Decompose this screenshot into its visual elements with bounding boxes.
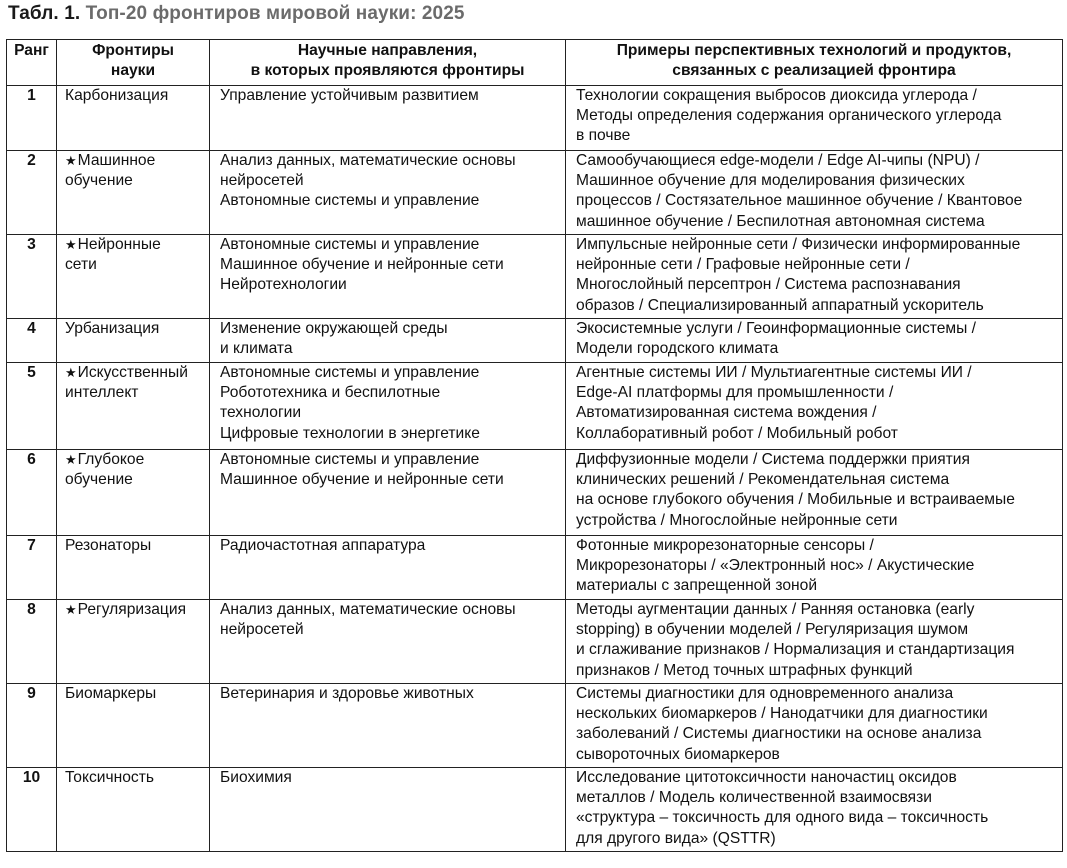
rank-number: 1 xyxy=(27,87,36,104)
header-directions-line: в которых проявляются фронтиры xyxy=(250,62,525,80)
direction-line: Автономные системы и управление xyxy=(220,192,480,210)
example-line: Агентные системы ИИ / Мультиагентные системы ИИ / xyxy=(576,364,972,381)
example-line: Модели городского климата xyxy=(576,340,779,358)
direction-line: Машинное обучение и нейронные сети xyxy=(220,471,504,489)
example-line: признаков / Метод точных штрафных функций xyxy=(576,661,913,679)
header-rank-text: Ранг xyxy=(14,42,49,59)
frontier-cell xyxy=(57,600,210,684)
direction-line: Изменение окружающей среды xyxy=(220,320,448,337)
header-frontier-line: Фронтиры xyxy=(92,42,174,59)
table-row xyxy=(7,319,1063,363)
rank-number: 6 xyxy=(27,451,36,468)
example-line: нескольких биомаркеров / Нанодатчики для диагностики xyxy=(576,705,988,723)
table-row xyxy=(7,450,1063,536)
frontier-name-text: обучение xyxy=(65,471,133,489)
examples-cell xyxy=(566,86,1063,151)
frontier-name-line xyxy=(65,363,209,383)
table-row xyxy=(7,768,1063,852)
table-caption-label: Табл. 1. xyxy=(8,3,81,24)
frontier-name-line xyxy=(65,470,209,490)
rank-number: 4 xyxy=(27,320,36,337)
direction-line: Биохимия xyxy=(220,769,292,786)
frontier-name-line xyxy=(65,86,209,106)
directions-cell xyxy=(210,151,566,235)
rank-cell xyxy=(7,536,57,600)
direction-line: Нейротехнологии xyxy=(220,276,347,294)
directions-cell xyxy=(210,768,566,852)
example-line: клинических решений / Рекомендательная система xyxy=(576,471,950,489)
frontier-name-text: Урбанизация xyxy=(65,320,160,337)
rank-cell xyxy=(7,363,57,450)
direction-line: нейросетей xyxy=(220,172,304,190)
frontier-name-line xyxy=(65,235,209,255)
example-line: машинное обучение / Беспилотная автономная система xyxy=(576,212,985,230)
frontier-name-text: интеллект xyxy=(65,384,139,402)
directions-cell xyxy=(210,86,566,151)
table-row xyxy=(7,235,1063,319)
frontier-name-line xyxy=(65,383,209,403)
frontier-name-text: Регуляризация xyxy=(77,601,187,618)
frontier-name-text: Биомаркеры xyxy=(65,685,157,702)
frontier-cell xyxy=(57,86,210,151)
example-line: Методы определения содержания органического углерода xyxy=(576,107,1002,125)
frontier-name-line xyxy=(65,450,209,470)
direction-line: технологии xyxy=(220,404,302,422)
example-line: устройства / Многослойные нейронные сети xyxy=(576,511,898,529)
table-caption xyxy=(8,3,465,25)
table-row xyxy=(7,600,1063,684)
example-line: образов / Специализированный аппаратный ускоритель xyxy=(576,296,984,314)
direction-line: Управление устойчивым развитием xyxy=(220,87,479,104)
frontier-cell xyxy=(57,768,210,852)
rank-number: 2 xyxy=(27,152,36,169)
frontier-cell xyxy=(57,319,210,363)
example-line: Методы аугментации данных / Ранняя остановка (early xyxy=(576,601,975,618)
example-line: Машинное обучение для моделирования физических xyxy=(576,172,965,190)
directions-cell xyxy=(210,450,566,536)
frontier-name-text: Карбонизация xyxy=(65,87,169,104)
direction-line: Автономные системы и управление xyxy=(220,451,480,468)
example-line: «структура – токсичность для одного вида – токсичность xyxy=(576,809,989,827)
rank-cell xyxy=(7,450,57,536)
star-icon: ★ xyxy=(65,237,77,252)
frontier-name-text: сети xyxy=(65,256,97,274)
rank-cell xyxy=(7,768,57,852)
example-line: Многослойный персептрон / Система распознавания xyxy=(576,276,961,294)
example-line: Технологии сокращения выбросов диоксида углерода / xyxy=(576,87,977,104)
direction-line: Робототехника и беспилотные xyxy=(220,384,441,402)
examples-cell xyxy=(566,363,1063,450)
frontier-cell xyxy=(57,684,210,768)
example-line: материалы с запрещенной зоной xyxy=(576,577,818,595)
rank-number: 5 xyxy=(27,364,36,381)
frontier-name-line xyxy=(65,151,209,171)
header-examples-line: Примеры перспективных технологий и продуктов, xyxy=(616,42,1012,59)
star-icon: ★ xyxy=(65,153,77,168)
examples-cell xyxy=(566,768,1063,852)
rank-number: 3 xyxy=(27,236,36,253)
rank-cell xyxy=(7,235,57,319)
frontier-name-text: Резонаторы xyxy=(65,537,152,554)
header-frontier xyxy=(57,40,210,86)
frontier-name-text: Искусственный xyxy=(77,364,188,381)
directions-cell xyxy=(210,319,566,363)
examples-cell xyxy=(566,319,1063,363)
example-line: Фотонные микрорезонаторные сенсоры / xyxy=(576,537,874,554)
examples-cell xyxy=(566,536,1063,600)
star-icon: ★ xyxy=(65,452,77,467)
example-line: Экосистемные услуги / Геоинформационные системы / xyxy=(576,320,977,337)
table-row xyxy=(7,536,1063,600)
frontier-name-text: Нейронные xyxy=(77,236,161,253)
example-line: stopping) в обучении моделей / Регуляризация шумом xyxy=(576,621,969,639)
example-line: металлов / Модель количественной взаимосвязи xyxy=(576,789,932,807)
direction-line: Автономные системы и управление xyxy=(220,236,480,253)
rank-number: 8 xyxy=(27,601,36,618)
direction-line: Цифровые технологии в энергетике xyxy=(220,424,480,442)
frontier-name-text: Машинное xyxy=(77,152,156,169)
frontier-cell xyxy=(57,450,210,536)
example-line: Импульсные нейронные сети / Физически информированные xyxy=(576,236,1021,253)
direction-line: Автономные системы и управление xyxy=(220,364,480,381)
header-directions-line: Научные направления, xyxy=(297,42,478,59)
frontier-name-text: обучение xyxy=(65,172,133,190)
direction-line: Радиочастотная аппаратура xyxy=(220,537,426,554)
frontier-name-line xyxy=(65,171,209,191)
direction-line: Анализ данных, математические основы xyxy=(220,152,516,169)
header-examples-line: связанных с реализацией фронтира xyxy=(672,62,956,80)
example-line: процессов / Состязательное машинное обучение / Квантовое xyxy=(576,192,1023,210)
header-frontier-line: науки xyxy=(110,62,156,80)
rank-cell xyxy=(7,151,57,235)
frontier-name-line xyxy=(65,536,209,556)
example-line: Микрорезонаторы / «Электронный нос» / Акустические xyxy=(576,557,975,575)
directions-cell xyxy=(210,536,566,600)
header-examples xyxy=(566,40,1063,86)
directions-cell xyxy=(210,684,566,768)
frontier-cell xyxy=(57,363,210,450)
frontier-name-text: Глубокое xyxy=(77,451,145,468)
directions-cell xyxy=(210,600,566,684)
frontier-name-line xyxy=(65,319,209,339)
example-line: Исследование цитотоксичности наночастиц оксидов xyxy=(576,769,957,786)
example-line: Коллаборативный робот / Мобильный робот xyxy=(576,424,898,442)
examples-cell xyxy=(566,151,1063,235)
example-line: Диффузионные модели / Система поддержки приятия xyxy=(576,451,970,468)
frontier-cell xyxy=(57,235,210,319)
examples-cell xyxy=(566,684,1063,768)
direction-line: Ветеринария и здоровье животных xyxy=(220,685,474,702)
frontier-name-line xyxy=(65,255,209,275)
example-line: для другого вида» (QSTTR) xyxy=(576,829,776,847)
directions-cell xyxy=(210,363,566,450)
examples-cell xyxy=(566,235,1063,319)
frontiers-table xyxy=(6,39,1063,852)
table-row xyxy=(7,684,1063,768)
example-line: нейронные сети / Графовые нейронные сети / xyxy=(576,256,910,274)
frontier-name-line xyxy=(65,768,209,788)
direction-line: Машинное обучение и нейронные сети xyxy=(220,256,504,274)
example-line: на основе глубокого обучения / Мобильные и встраиваемые xyxy=(576,491,1015,509)
direction-line: и климата xyxy=(220,340,293,358)
frontier-cell xyxy=(57,151,210,235)
example-line: в почве xyxy=(576,127,631,145)
example-line: и сглаживание признаков / Нормализация и стандартизация xyxy=(576,641,1015,659)
examples-cell xyxy=(566,600,1063,684)
star-icon: ★ xyxy=(65,365,77,380)
rank-cell xyxy=(7,319,57,363)
table-header-row xyxy=(7,40,1063,86)
example-line: Автоматизированная система вождения / xyxy=(576,404,877,422)
directions-cell xyxy=(210,235,566,319)
header-rank xyxy=(7,40,57,86)
direction-line: Анализ данных, математические основы xyxy=(220,601,516,618)
rank-cell xyxy=(7,86,57,151)
rank-cell xyxy=(7,684,57,768)
rank-cell xyxy=(7,600,57,684)
example-line: заболеваний / Системы диагностики на основе анализа xyxy=(576,725,982,743)
star-icon: ★ xyxy=(65,602,77,617)
example-line: Edge-AI платформы для промышленности / xyxy=(576,384,894,402)
rank-number: 10 xyxy=(22,769,41,786)
header-directions xyxy=(210,40,566,86)
frontier-name-line xyxy=(65,600,209,620)
table-row xyxy=(7,363,1063,450)
frontier-name-text: Токсичность xyxy=(65,769,154,786)
example-line: Системы диагностики для одновременного анализа xyxy=(576,685,954,702)
table-row xyxy=(7,151,1063,235)
examples-cell xyxy=(566,450,1063,536)
table-caption-text: Топ-20 фронтиров мировой науки: 2025 xyxy=(85,3,465,24)
table-row xyxy=(7,86,1063,151)
example-line: сывороточных биомаркеров xyxy=(576,745,780,763)
example-line: Самообучающиеся edge-модели / Edge AI-чипы (NPU) / xyxy=(576,152,980,169)
frontier-cell xyxy=(57,536,210,600)
rank-number: 7 xyxy=(27,537,36,554)
rank-number: 9 xyxy=(27,685,36,702)
frontier-name-line xyxy=(65,684,209,704)
direction-line: нейросетей xyxy=(220,621,304,639)
